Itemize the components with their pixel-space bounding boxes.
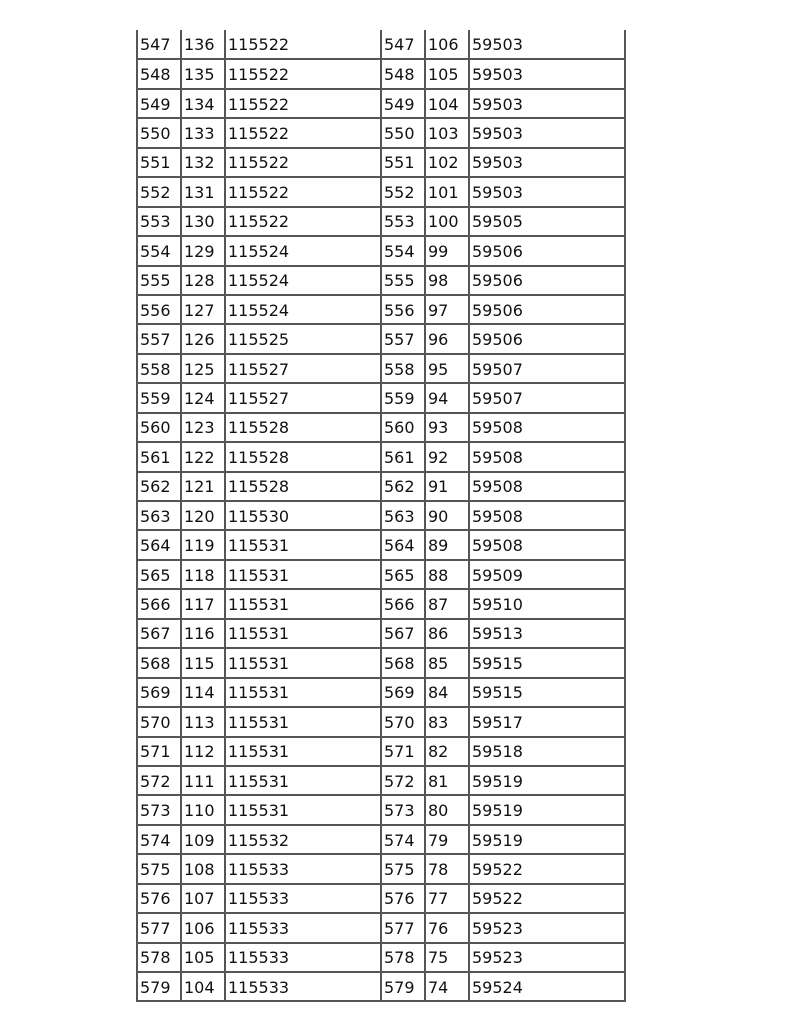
table-cell: 115531	[225, 707, 381, 736]
table-row	[137, 648, 625, 677]
table-cell: 553	[137, 207, 181, 236]
table-cell: 59519	[469, 766, 625, 795]
table-cell: 115531	[225, 678, 381, 707]
table-cell: 571	[381, 737, 425, 766]
table-cell: 77	[425, 884, 469, 913]
table-body	[137, 30, 625, 1001]
table-cell: 95	[425, 354, 469, 383]
table-cell: 115530	[225, 501, 381, 530]
table-row	[137, 413, 625, 442]
table-cell: 115522	[225, 89, 381, 118]
table-cell: 78	[425, 854, 469, 883]
table-cell: 136	[181, 30, 225, 59]
table-row	[137, 30, 625, 59]
table-row	[137, 89, 625, 118]
table-cell: 59503	[469, 118, 625, 147]
table-row	[137, 501, 625, 530]
table-cell: 115522	[225, 207, 381, 236]
table-row	[137, 766, 625, 795]
table-cell: 106	[181, 913, 225, 942]
table-cell: 567	[137, 619, 181, 648]
table-cell: 115527	[225, 383, 381, 412]
table-cell: 59523	[469, 943, 625, 972]
table-cell: 575	[137, 854, 181, 883]
table-cell: 59506	[469, 295, 625, 324]
table-cell: 59503	[469, 59, 625, 88]
table-cell: 115522	[225, 148, 381, 177]
table-cell: 115527	[225, 354, 381, 383]
table-cell: 549	[381, 89, 425, 118]
table-cell: 130	[181, 207, 225, 236]
table-cell: 102	[425, 148, 469, 177]
table-row	[137, 825, 625, 854]
table-cell: 561	[381, 442, 425, 471]
table-cell: 115522	[225, 118, 381, 147]
table-cell: 115533	[225, 854, 381, 883]
table-cell: 115533	[225, 913, 381, 942]
table-cell: 115531	[225, 737, 381, 766]
table-row	[137, 442, 625, 471]
table-cell: 572	[137, 766, 181, 795]
table-cell: 59517	[469, 707, 625, 736]
table-row	[137, 943, 625, 972]
table-cell: 75	[425, 943, 469, 972]
table-cell: 115522	[225, 59, 381, 88]
table-cell: 103	[425, 118, 469, 147]
table-cell: 554	[137, 236, 181, 265]
table-row	[137, 118, 625, 147]
table-cell: 113	[181, 707, 225, 736]
table-cell: 59505	[469, 207, 625, 236]
table-cell: 115533	[225, 972, 381, 1001]
table-cell: 59515	[469, 648, 625, 677]
table-cell: 115533	[225, 884, 381, 913]
table-cell: 59522	[469, 854, 625, 883]
table-cell: 59506	[469, 266, 625, 295]
table-cell: 574	[137, 825, 181, 854]
table-cell: 118	[181, 560, 225, 589]
table-cell: 59503	[469, 30, 625, 59]
table-cell: 59503	[469, 89, 625, 118]
table-cell: 104	[181, 972, 225, 1001]
table-cell: 560	[137, 413, 181, 442]
table-cell: 549	[137, 89, 181, 118]
table-row	[137, 236, 625, 265]
table-cell: 115524	[225, 236, 381, 265]
table-cell: 105	[425, 59, 469, 88]
table-cell: 564	[137, 530, 181, 559]
table-cell: 135	[181, 59, 225, 88]
table-cell: 125	[181, 354, 225, 383]
table-cell: 554	[381, 236, 425, 265]
table-row	[137, 737, 625, 766]
table-cell: 115531	[225, 560, 381, 589]
table-row	[137, 795, 625, 824]
table-cell: 108	[181, 854, 225, 883]
table-cell: 59522	[469, 884, 625, 913]
table-row	[137, 207, 625, 236]
table-cell: 86	[425, 619, 469, 648]
table-cell: 127	[181, 295, 225, 324]
table-cell: 100	[425, 207, 469, 236]
table-cell: 115531	[225, 766, 381, 795]
table-cell: 59506	[469, 236, 625, 265]
table-cell: 573	[137, 795, 181, 824]
table-cell: 577	[137, 913, 181, 942]
table-cell: 569	[137, 678, 181, 707]
table-cell: 560	[381, 413, 425, 442]
table-cell: 59507	[469, 354, 625, 383]
table-cell: 564	[381, 530, 425, 559]
table-cell: 574	[381, 825, 425, 854]
table-cell: 59506	[469, 324, 625, 353]
table-row	[137, 589, 625, 618]
table-cell: 59503	[469, 148, 625, 177]
table-cell: 131	[181, 177, 225, 206]
table-row	[137, 678, 625, 707]
table-cell: 566	[137, 589, 181, 618]
table-cell: 84	[425, 678, 469, 707]
table-cell: 548	[137, 59, 181, 88]
table-cell: 112	[181, 737, 225, 766]
table-cell: 577	[381, 913, 425, 942]
table-cell: 59513	[469, 619, 625, 648]
table-cell: 121	[181, 472, 225, 501]
table-row	[137, 913, 625, 942]
table-cell: 570	[381, 707, 425, 736]
table-cell: 115524	[225, 295, 381, 324]
table-cell: 129	[181, 236, 225, 265]
table-cell: 562	[381, 472, 425, 501]
table-cell: 551	[381, 148, 425, 177]
table-cell: 104	[425, 89, 469, 118]
table-cell: 561	[137, 442, 181, 471]
table-cell: 133	[181, 118, 225, 147]
table-cell: 575	[381, 854, 425, 883]
table-cell: 559	[137, 383, 181, 412]
table-cell: 59508	[469, 472, 625, 501]
table-cell: 579	[381, 972, 425, 1001]
table-cell: 98	[425, 266, 469, 295]
data-table	[136, 30, 626, 1002]
table-cell: 74	[425, 972, 469, 1001]
table-cell: 557	[137, 324, 181, 353]
table-cell: 89	[425, 530, 469, 559]
table-row	[137, 472, 625, 501]
table-cell: 550	[137, 118, 181, 147]
table-cell: 59508	[469, 501, 625, 530]
table-cell: 568	[137, 648, 181, 677]
table-row	[137, 148, 625, 177]
table-cell: 59519	[469, 825, 625, 854]
table-cell: 105	[181, 943, 225, 972]
table-cell: 79	[425, 825, 469, 854]
table-cell: 115524	[225, 266, 381, 295]
table-cell: 115528	[225, 413, 381, 442]
table-cell: 116	[181, 619, 225, 648]
table-cell: 569	[381, 678, 425, 707]
table-cell: 548	[381, 59, 425, 88]
table-cell: 128	[181, 266, 225, 295]
table-cell: 83	[425, 707, 469, 736]
table-cell: 101	[425, 177, 469, 206]
table-cell: 115528	[225, 472, 381, 501]
table-cell: 82	[425, 737, 469, 766]
table-cell: 59508	[469, 530, 625, 559]
table-cell: 59503	[469, 177, 625, 206]
table-cell: 106	[425, 30, 469, 59]
table-cell: 107	[181, 884, 225, 913]
table-cell: 571	[137, 737, 181, 766]
table-row	[137, 59, 625, 88]
table-cell: 552	[381, 177, 425, 206]
table-row	[137, 619, 625, 648]
table-cell: 109	[181, 825, 225, 854]
table-cell: 59508	[469, 442, 625, 471]
table-cell: 91	[425, 472, 469, 501]
table-row	[137, 707, 625, 736]
table-cell: 97	[425, 295, 469, 324]
table-cell: 117	[181, 589, 225, 618]
table-cell: 555	[137, 266, 181, 295]
table-cell: 562	[137, 472, 181, 501]
table-cell: 558	[137, 354, 181, 383]
table-cell: 132	[181, 148, 225, 177]
table-cell: 126	[181, 324, 225, 353]
table-cell: 93	[425, 413, 469, 442]
table-cell: 111	[181, 766, 225, 795]
table-cell: 573	[381, 795, 425, 824]
table-cell: 556	[137, 295, 181, 324]
table-cell: 94	[425, 383, 469, 412]
table-row	[137, 854, 625, 883]
table-cell: 578	[137, 943, 181, 972]
table-cell: 110	[181, 795, 225, 824]
table-cell: 572	[381, 766, 425, 795]
table-cell: 563	[137, 501, 181, 530]
table-row	[137, 560, 625, 589]
table-cell: 115531	[225, 619, 381, 648]
table-cell: 87	[425, 589, 469, 618]
table-cell: 99	[425, 236, 469, 265]
table-row	[137, 324, 625, 353]
table-cell: 115531	[225, 795, 381, 824]
table-cell: 80	[425, 795, 469, 824]
table-cell: 115528	[225, 442, 381, 471]
table-row	[137, 884, 625, 913]
table-cell: 559	[381, 383, 425, 412]
table-cell: 76	[425, 913, 469, 942]
table-cell: 565	[381, 560, 425, 589]
table-cell: 565	[137, 560, 181, 589]
table-cell: 59523	[469, 913, 625, 942]
table-cell: 59508	[469, 413, 625, 442]
table-cell: 579	[137, 972, 181, 1001]
table-cell: 59518	[469, 737, 625, 766]
table-cell: 115533	[225, 943, 381, 972]
table-row	[137, 177, 625, 206]
table-cell: 576	[137, 884, 181, 913]
table-cell: 92	[425, 442, 469, 471]
table-row	[137, 295, 625, 324]
table-cell: 115522	[225, 30, 381, 59]
table-cell: 570	[137, 707, 181, 736]
table-cell: 134	[181, 89, 225, 118]
table-cell: 115531	[225, 648, 381, 677]
table-cell: 552	[137, 177, 181, 206]
table-cell: 568	[381, 648, 425, 677]
table-cell: 59510	[469, 589, 625, 618]
table-row	[137, 972, 625, 1001]
table-cell: 96	[425, 324, 469, 353]
table-cell: 59524	[469, 972, 625, 1001]
table-cell: 567	[381, 619, 425, 648]
table-cell: 114	[181, 678, 225, 707]
table-cell: 85	[425, 648, 469, 677]
table-cell: 59507	[469, 383, 625, 412]
table-row	[137, 354, 625, 383]
table-row	[137, 266, 625, 295]
table-cell: 555	[381, 266, 425, 295]
table-cell: 115532	[225, 825, 381, 854]
table-cell: 59509	[469, 560, 625, 589]
table-row	[137, 383, 625, 412]
table-cell: 553	[381, 207, 425, 236]
table-cell: 59519	[469, 795, 625, 824]
table-cell: 120	[181, 501, 225, 530]
table-cell: 551	[137, 148, 181, 177]
table-cell: 563	[381, 501, 425, 530]
table-cell: 558	[381, 354, 425, 383]
table-cell: 119	[181, 530, 225, 559]
table-row	[137, 530, 625, 559]
table-cell: 115531	[225, 589, 381, 618]
table-cell: 547	[137, 30, 181, 59]
table-cell: 115	[181, 648, 225, 677]
table-cell: 123	[181, 413, 225, 442]
table-cell: 115531	[225, 530, 381, 559]
table-cell: 88	[425, 560, 469, 589]
table-cell: 557	[381, 324, 425, 353]
table-cell: 550	[381, 118, 425, 147]
table-cell: 556	[381, 295, 425, 324]
table-cell: 122	[181, 442, 225, 471]
table-cell: 59515	[469, 678, 625, 707]
table-cell: 124	[181, 383, 225, 412]
table-cell: 566	[381, 589, 425, 618]
table-cell: 578	[381, 943, 425, 972]
table-cell: 576	[381, 884, 425, 913]
table-cell: 547	[381, 30, 425, 59]
table-cell: 90	[425, 501, 469, 530]
table-cell: 115522	[225, 177, 381, 206]
table-cell: 115525	[225, 324, 381, 353]
table-cell: 81	[425, 766, 469, 795]
